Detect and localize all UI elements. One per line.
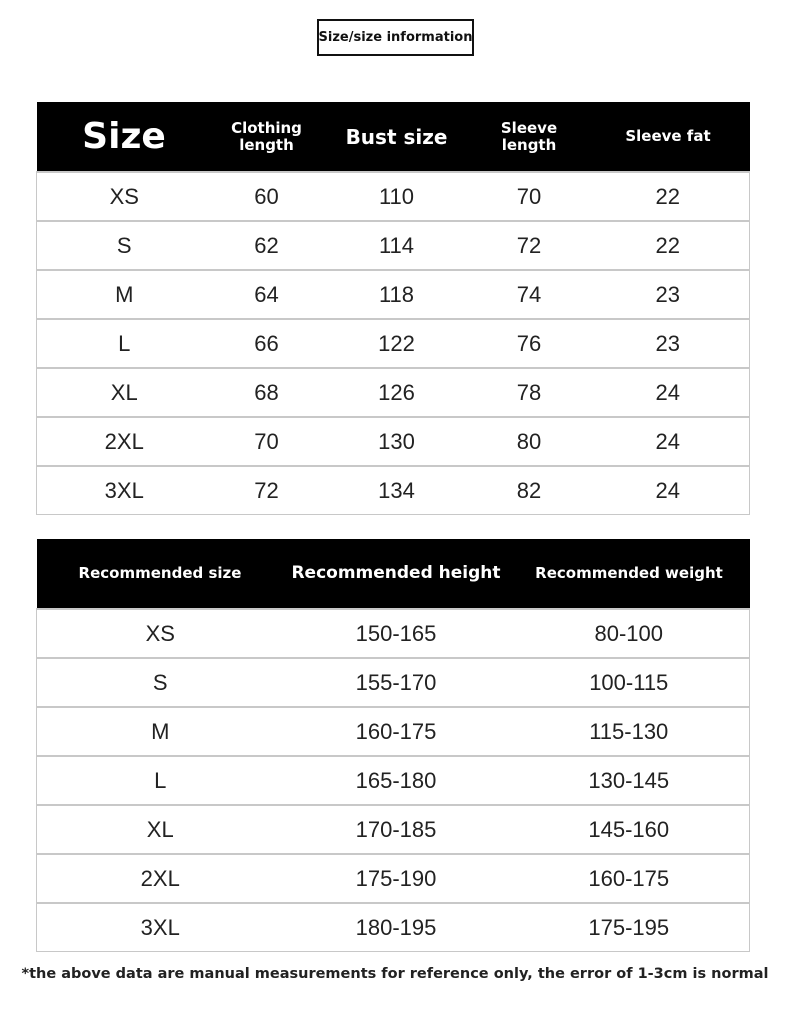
- size-cell: 2XL: [37, 417, 212, 466]
- bust-size-cell: 114: [322, 221, 472, 270]
- table-row: [37, 270, 750, 319]
- table-row: [37, 172, 750, 221]
- sleeve-fat-cell: 23: [587, 270, 750, 319]
- recommended-height-cell: 160-175: [284, 707, 509, 756]
- sleeve-length-cell: 82: [472, 466, 587, 515]
- sleeve-fat-cell: 24: [587, 466, 750, 515]
- recommended-height-cell: 165-180: [284, 756, 509, 805]
- sleeve-length-cell: 78: [472, 368, 587, 417]
- table-row: [37, 368, 750, 417]
- recommendation-table: [36, 539, 750, 952]
- size-chart-table: [36, 102, 750, 515]
- recommended-weight-cell: 145-160: [509, 805, 750, 854]
- recommended-size-cell: S: [37, 658, 284, 707]
- clothing-length-cell: 62: [212, 221, 322, 270]
- page-title: Size/size information: [317, 19, 474, 56]
- column-header-recommended-height: Recommended height: [284, 539, 509, 609]
- sleeve-length-cell: 70: [472, 172, 587, 221]
- sleeve-fat-cell: 23: [587, 319, 750, 368]
- size-cell: M: [37, 270, 212, 319]
- sleeve-length-cell: 74: [472, 270, 587, 319]
- table-row: [37, 658, 750, 707]
- column-header-recommended-size: Recommended size: [37, 539, 284, 609]
- table-row: [37, 805, 750, 854]
- sleeve-length-cell: 76: [472, 319, 587, 368]
- recommended-height-cell: 170-185: [284, 805, 509, 854]
- sleeve-length-cell: 72: [472, 221, 587, 270]
- recommended-height-cell: 180-195: [284, 903, 509, 952]
- sleeve-fat-cell: 24: [587, 417, 750, 466]
- table-row: [37, 756, 750, 805]
- recommended-weight-cell: 175-195: [509, 903, 750, 952]
- bust-size-cell: 126: [322, 368, 472, 417]
- clothing-length-cell: 70: [212, 417, 322, 466]
- bust-size-cell: 130: [322, 417, 472, 466]
- recommended-weight-cell: 100-115: [509, 658, 750, 707]
- bust-size-cell: 122: [322, 319, 472, 368]
- bust-size-cell: 134: [322, 466, 472, 515]
- size-cell: XS: [37, 172, 212, 221]
- table-row: [37, 854, 750, 903]
- recommended-size-cell: XL: [37, 805, 284, 854]
- table-row: [37, 466, 750, 515]
- sleeve-fat-cell: 22: [587, 221, 750, 270]
- size-cell: L: [37, 319, 212, 368]
- column-header-clothing-length: Clothing length: [212, 102, 322, 172]
- recommended-weight-cell: 130-145: [509, 756, 750, 805]
- bust-size-cell: 110: [322, 172, 472, 221]
- recommended-height-cell: 155-170: [284, 658, 509, 707]
- sleeve-length-cell: 80: [472, 417, 587, 466]
- clothing-length-cell: 68: [212, 368, 322, 417]
- column-header-recommended-weight: Recommended weight: [509, 539, 750, 609]
- sleeve-fat-cell: 24: [587, 368, 750, 417]
- recommended-weight-cell: 160-175: [509, 854, 750, 903]
- recommended-height-cell: 175-190: [284, 854, 509, 903]
- table-row: [37, 609, 750, 658]
- table-row: [37, 221, 750, 270]
- clothing-length-cell: 72: [212, 466, 322, 515]
- recommended-size-cell: L: [37, 756, 284, 805]
- clothing-length-cell: 60: [212, 172, 322, 221]
- size-cell: XL: [37, 368, 212, 417]
- recommended-weight-cell: 115-130: [509, 707, 750, 756]
- column-header-sleeve-length: Sleeve length: [472, 102, 587, 172]
- clothing-length-cell: 66: [212, 319, 322, 368]
- clothing-length-cell: 64: [212, 270, 322, 319]
- bust-size-cell: 118: [322, 270, 472, 319]
- sleeve-fat-cell: 22: [587, 172, 750, 221]
- recommended-height-cell: 150-165: [284, 609, 509, 658]
- recommended-size-cell: 2XL: [37, 854, 284, 903]
- table-row: [37, 903, 750, 952]
- size-cell: 3XL: [37, 466, 212, 515]
- recommended-size-cell: 3XL: [37, 903, 284, 952]
- recommendation-header-row: [37, 539, 750, 609]
- column-header-size: Size: [37, 102, 212, 172]
- size-cell: S: [37, 221, 212, 270]
- table-row: [37, 319, 750, 368]
- column-header-bust-size: Bust size: [322, 102, 472, 172]
- footnote: *the above data are manual measurements for reference only, the error of 1-3cm is normal: [21, 966, 769, 982]
- column-header-sleeve-fat: Sleeve fat: [587, 102, 750, 172]
- recommended-size-cell: XS: [37, 609, 284, 658]
- table-row: [37, 707, 750, 756]
- recommended-weight-cell: 80-100: [509, 609, 750, 658]
- size-chart-header-row: [37, 102, 750, 172]
- table-row: [37, 417, 750, 466]
- recommended-size-cell: M: [37, 707, 284, 756]
